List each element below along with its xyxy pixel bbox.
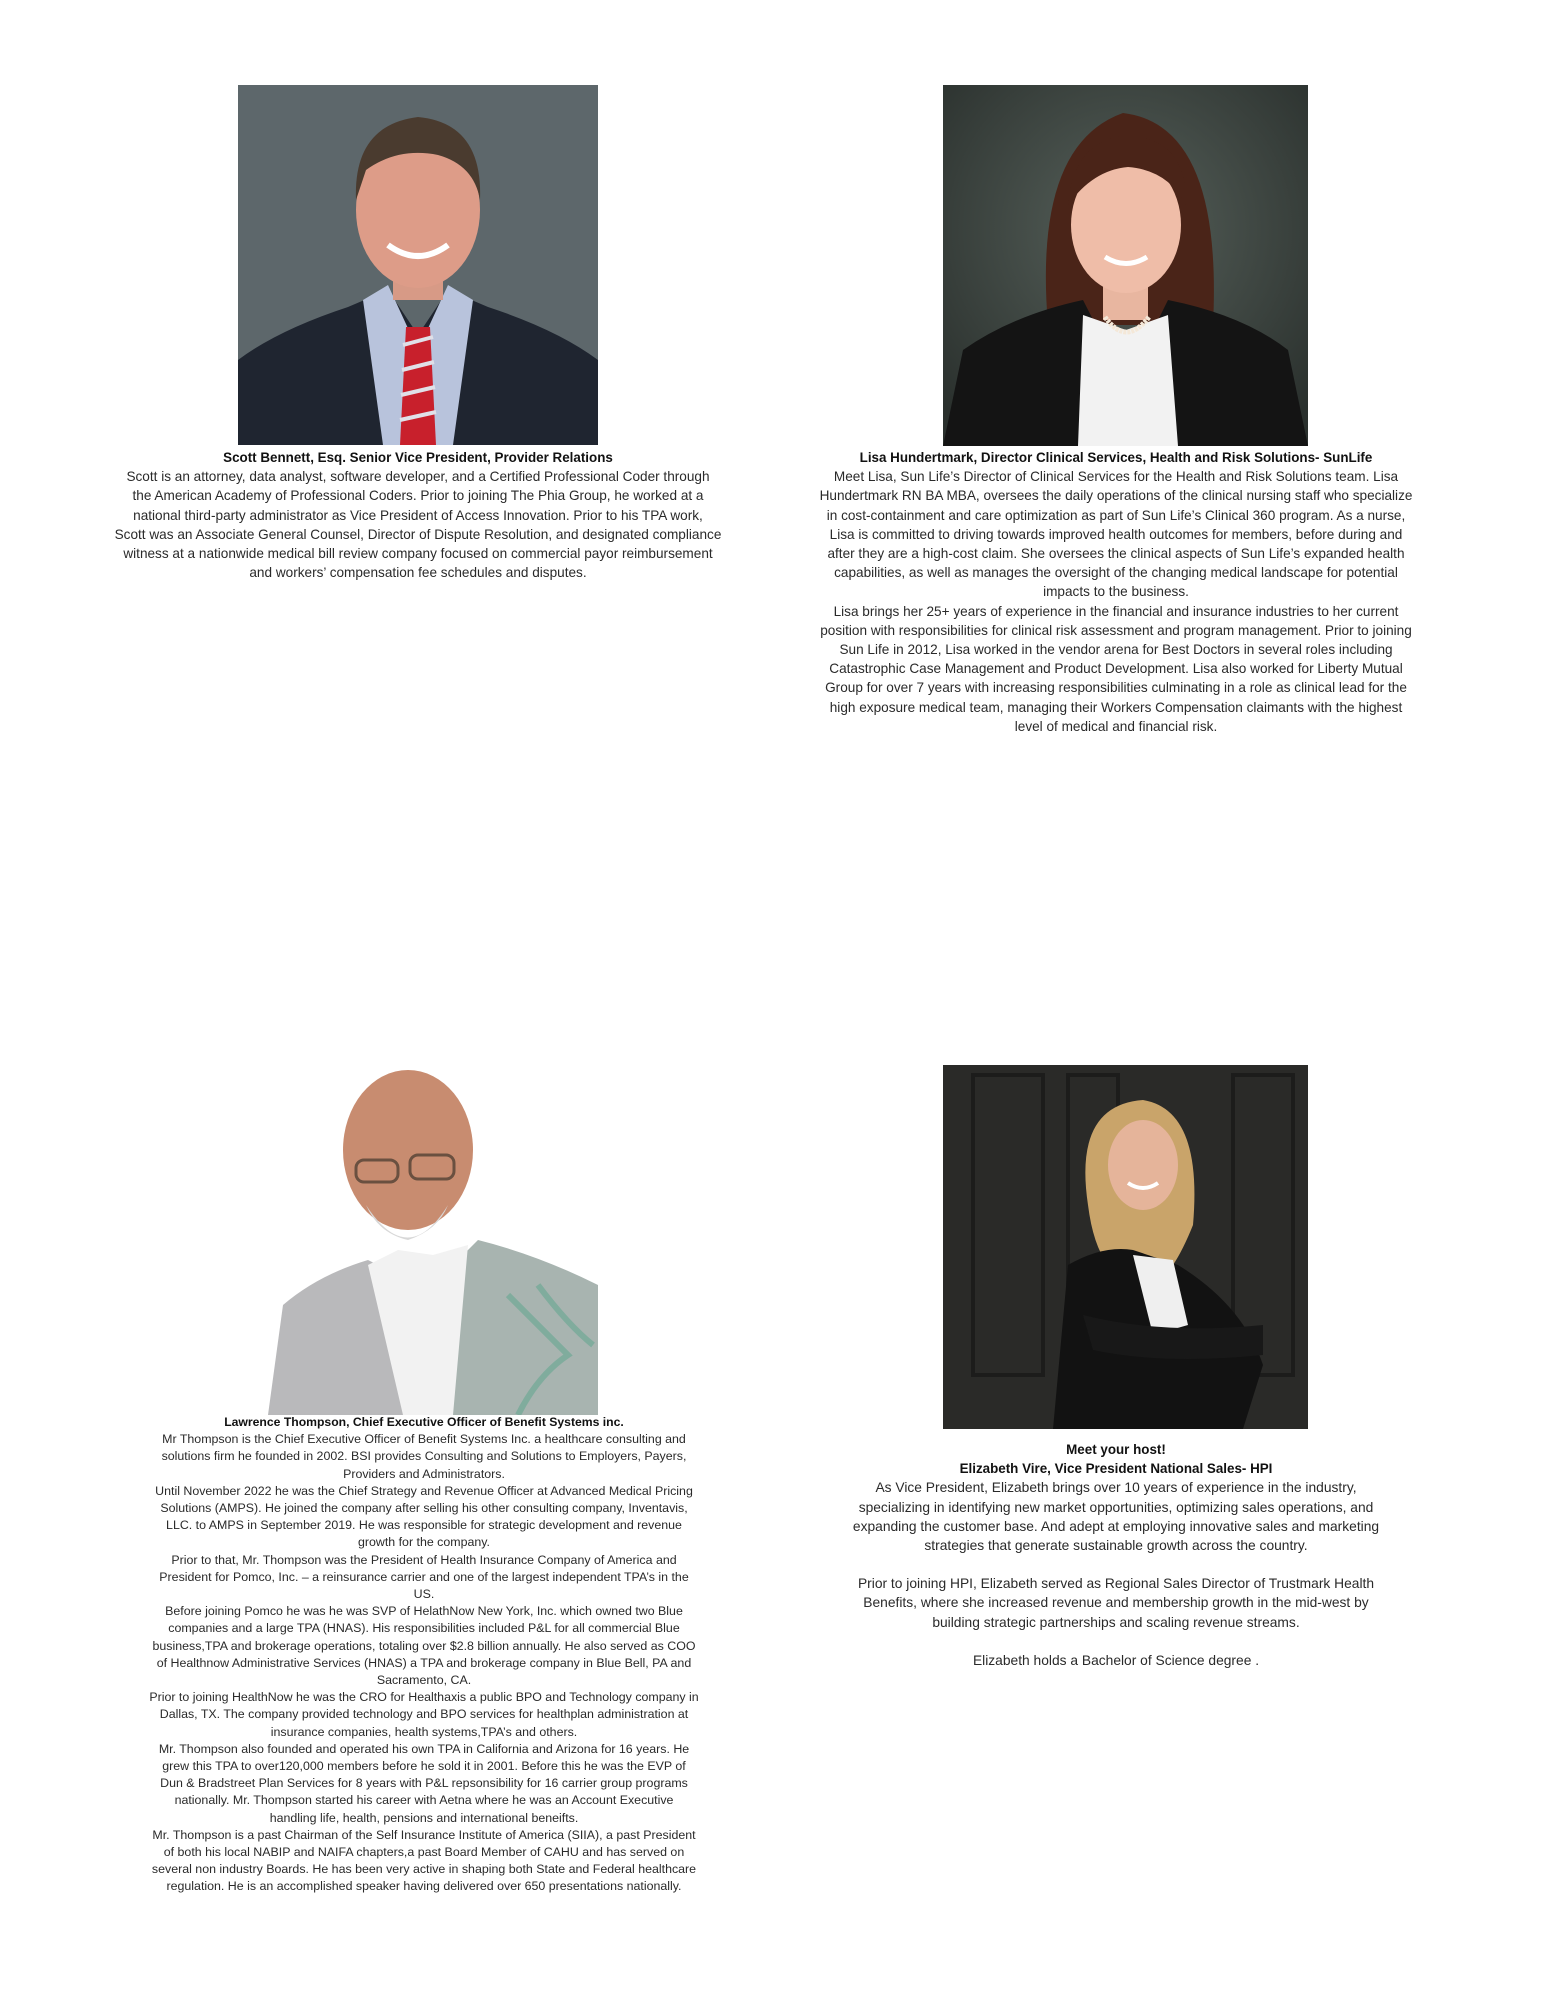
elizabeth-vire-title: Elizabeth Vire, Vice President National Sales- HPI <box>959 1461 1273 1477</box>
elizabeth-vire-bio-section <box>812 1440 1420 1670</box>
bio-line: Scott is an attorney, data analyst, software developer, and a Certified Professional Coder through <box>126 469 710 485</box>
bio-line: Dallas, TX. The company provided technology and BPO services for healthplan administration at <box>159 1707 689 1722</box>
bio-line: companies and a large TPA (HNAS). His responsibilities included P&L for all commercial Blue <box>168 1621 680 1636</box>
lisa-hundertmark-title: Lisa Hundertmark, Director Clinical Services, Health and Risk Solutions- SunLife <box>859 450 1373 465</box>
elizabeth-vire-photo <box>943 1065 1308 1429</box>
bio-line: Until November 2022 he was the Chief Strategy and Revenue Officer at Advanced Medical Pricing <box>155 1483 693 1498</box>
bio-line: building strategic partnerships and scaling revenue streams. <box>932 1614 1300 1630</box>
bio-line: Group for over 7 years with increasing responsibilities culminating in a role as clinical lead for the <box>825 680 1407 696</box>
bio-line: position with responsibilities for clinical risk assessment and program management. Prior to joining <box>820 622 1412 638</box>
bio-line: Mr Thompson is the Chief Executive Officer of Benefit Systems Inc. a healthcare consulting and <box>162 1432 686 1447</box>
bio-line: Sun Life in 2012, Lisa worked in the vendor arena for Best Doctors in several roles including <box>839 642 1393 658</box>
bio-line: capabilities, as well as manages the oversight of the changing medical landscape for potential <box>834 565 1398 581</box>
bio-line: Prior to joining HPI, Elizabeth served as Regional Sales Director of Trustmark Health <box>857 1576 1375 1592</box>
bio-line: Benefits, where she increased revenue and membership growth in the mid-west by <box>863 1595 1369 1611</box>
paragraph-spacer <box>812 1555 1420 1574</box>
bio-line: in cost-containment and care optimization as part of Sun Life’s Clinical 360 program. As a nurse, <box>826 507 1406 523</box>
paragraph-spacer <box>812 1632 1420 1651</box>
bio-line: Meet Lisa, Sun Life’s Director of Clinical Services for the Health and Risk Solutions team. Lisa <box>833 469 1399 485</box>
bio-line: several non industry Boards. He has been very active in shaping both State and Federal healthcare <box>151 1862 697 1877</box>
portrait-image-icon <box>943 85 1308 446</box>
portrait-image-icon <box>943 1065 1308 1429</box>
bio-line: Lisa brings her 25+ years of experience in the financial and insurance industries to her current <box>833 603 1399 619</box>
portrait-image-icon <box>238 1055 598 1415</box>
bio-line: President for Pomco, Inc. – a reinsurance carrier and one of the largest independent TPA’s in the <box>159 1569 689 1584</box>
bio-line: grew this TPA to over120,000 members before he sold it in 2001. Before this he was the EVP of <box>162 1759 686 1774</box>
bio-line: solutions firm he founded in 2002. BSI provides Consulting and Solutions to Employers, Payers, <box>161 1449 687 1464</box>
scott-bennett-bio-section <box>114 448 722 582</box>
meet-your-host-heading: Meet your host! <box>1066 1442 1166 1457</box>
bio-line: Mr. Thompson also founded and operated his own TPA in California and Arizona for 16 years. He <box>158 1741 690 1756</box>
scott-bennett-photo <box>238 85 598 445</box>
bio-line: Dun & Bradstreet Plan Services for 8 years with P&L repsonsibility for 16 carrier group programs <box>160 1776 688 1791</box>
bio-line: As Vice President, Elizabeth brings over 10 years of experience in the industry, <box>875 1480 1357 1496</box>
bio-line: national third-party administrator as Vice President of Access Innovation. Prior to his TPA work, <box>133 507 703 523</box>
bio-line: Mr. Thompson is a past Chairman of the Self Insurance Institute of America (SIIA), a past President <box>152 1827 696 1842</box>
bio-line: Prior to joining HealthNow he was the CRO for Healthaxis a public BPO and Technology company in <box>149 1690 699 1705</box>
lisa-hundertmark-photo <box>943 85 1308 446</box>
bio-line: business,TPA and brokerage operations, totaling over $2.8 billion annually. He also served as COO <box>152 1638 696 1653</box>
bio-line: insurance companies, health systems,TPA’s and others. <box>270 1724 578 1739</box>
lawrence-thompson-title: Lawrence Thompson, Chief Executive Officer of Benefit Systems inc. <box>224 1415 624 1429</box>
bio-line: growth for the company. <box>357 1535 490 1550</box>
lawrence-thompson-bio-section <box>122 1414 722 1896</box>
bio-line: regulation. He is an accomplished speaker having delivered over 650 presentations nationally. <box>166 1879 682 1894</box>
bio-line: Before joining Pomco he was he was SVP of HelathNow New York, Inc. which owned two Blue <box>165 1604 683 1619</box>
bio-line: Elizabeth holds a Bachelor of Science degree . <box>972 1652 1260 1668</box>
bio-line: impacts to the business. <box>1043 584 1189 600</box>
bio-line: Sacramento, CA. <box>376 1673 472 1688</box>
bio-line: the American Academy of Professional Coders. Prior to joining The Phia Group, he worked at a <box>132 488 704 504</box>
bio-line: expanding the customer base. And adept at employing innovative sales and marketing <box>852 1518 1380 1534</box>
scott-bennett-title: Scott Bennett, Esq. Senior Vice President, Provider Relations <box>223 450 613 465</box>
bio-line: Prior to that, Mr. Thompson was the President of Health Insurance Company of America and <box>171 1552 677 1567</box>
bio-line: Catastrophic Case Management and Product Development. Lisa also worked for Liberty Mutual <box>829 661 1403 677</box>
bio-line: Hundertmark RN BA MBA, oversees the daily operations of the clinical nursing staff who specialize <box>819 488 1413 504</box>
bio-line: US. <box>413 1587 435 1602</box>
bio-line: level of medical and financial risk. <box>1014 718 1218 734</box>
bio-line: and workers’ compensation fee schedules and disputes. <box>249 565 587 581</box>
bio-line: high exposure medical team, managing their Workers Compensation claimants with the highest <box>829 699 1403 715</box>
bio-line: nationally. Mr. Thompson started his career with Aetna where he was an Account Executive <box>174 1793 674 1808</box>
bio-line: Lisa is committed to driving towards improved health outcomes for members, before during and <box>829 526 1403 542</box>
bio-line: LLC. to AMPS in September 2019. He was responsible for strategic development and revenue <box>166 1518 682 1533</box>
bio-line: Providers and Administrators. <box>343 1466 505 1481</box>
bio-line: handling life, health, pensions and international beneifts. <box>269 1810 579 1825</box>
lawrence-thompson-photo <box>238 1055 598 1415</box>
bio-line: after they are a high-cost claim. She oversees the clinical aspects of Sun Life’s expanded health <box>827 546 1405 562</box>
bio-line: Solutions (AMPS). He joined the company after selling his other consulting company, Inventavis, <box>160 1501 688 1516</box>
bio-line: Scott was an Associate General Counsel, Director of Dispute Resolution, and designated compliance <box>114 526 722 542</box>
portrait-image-icon <box>238 85 598 445</box>
bio-line: of both his local NABIP and NAIFA chapters,a past Board Member of CAHU and has served on <box>163 1845 685 1860</box>
lisa-hundertmark-bio-section <box>812 448 1420 736</box>
bio-line: of Healthnow Administrative Services (HNAS) a TPA and brokerage company in Blue Bell, PA and <box>156 1655 692 1670</box>
bio-line: specializing in identifying new market opportunities, optimizing sales operations, and <box>858 1499 1374 1515</box>
bio-line: strategies that generate sustainable growth across the country. <box>924 1538 1308 1554</box>
bio-line: witness at a nationwide medical bill review company focused on commercial payor reimbursement <box>123 546 713 562</box>
